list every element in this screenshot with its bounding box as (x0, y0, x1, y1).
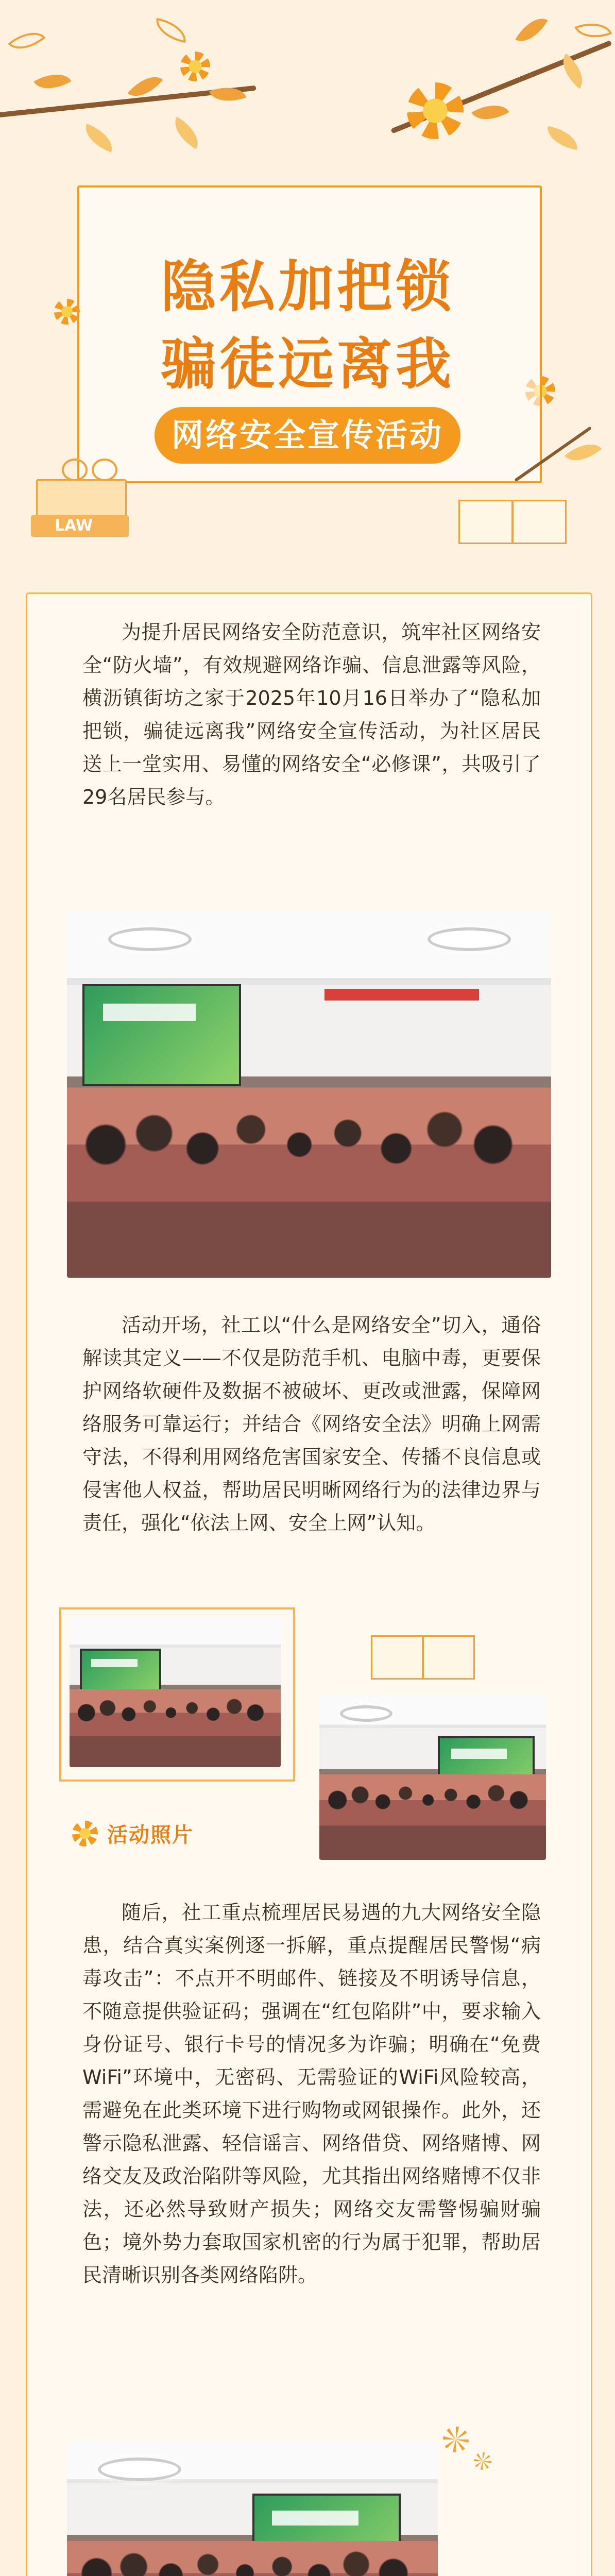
paragraph-risks: 随后，社工重点梳理居民易遇的九大网络安全隐患，结合真实案例逐一拆解，重点提醒居民警惕“病毒攻击”：不点开不明邮件、链接及不明诱导信息，不随意提供验证码；强调在“红包陷阱”中，要求输入身份证号、银行卡号的情况多为诈骗；明确在“免费WiFi”环境中，无密码、无需验证的WiFi风险较高，需避免在此类环境下进行购物或网银操作。此外，还警示隐私泄露、轻信谣言、网络借贷、网络赌博、网络交友及政治陷阱等风险，尤其指出网络赌博不仅非法，还必然导致财产损失；网络交友需警惕骗财骗色；境外势力套取国家机密的行为属于犯罪，帮助居民清晰识别各类网络陷阱。 (82, 1901, 541, 2286)
leaf-icon (515, 11, 548, 48)
header-banner (0, 0, 615, 592)
photo-section-label (72, 1819, 194, 1848)
activity-photo (319, 1695, 546, 1860)
sparkle-icon (443, 2427, 469, 2452)
book-icon (458, 489, 567, 546)
leaf-icon (574, 15, 612, 45)
book-icon (31, 464, 129, 541)
flower-icon (72, 1821, 98, 1846)
leaf-icon (544, 126, 580, 150)
subtitle-badge: 网络安全宣传活动 (155, 407, 460, 464)
sparkle-icon (474, 2452, 491, 2470)
leaf-icon (33, 65, 71, 97)
paragraph-intro: 为提升居民网络安全防范意识，筑牢社区网络安全“防火墙”，有效规避网络诈骗、信息泄露等风险，横沥镇街坊之家于2025年10月16日举办了“隐私加把锁，骗徒远离我”网络安全宣传活动，为社区居民送上一堂实用、易懂的网络安全“必修课”，共吸引了29名居民参与。 (82, 621, 541, 808)
flower-icon (407, 82, 464, 139)
activity-photo (67, 2442, 438, 2576)
book-label: LAW (31, 515, 129, 537)
leaf-icon (471, 96, 509, 128)
activity-photo (67, 912, 551, 1278)
page-title-line1: 隐私加把锁 (160, 255, 454, 319)
leaf-icon (80, 124, 117, 152)
photo-label: 活动照片 (107, 1823, 194, 1847)
leaf-icon (153, 18, 189, 43)
leaf-icon (167, 116, 205, 149)
book-icon (371, 1628, 474, 1685)
leaf-icon (8, 23, 45, 59)
flower-icon (180, 52, 210, 81)
paragraph-opening: 活动开场，社工以“什么是网络安全”切入，通俗解读其定义——不仅是防范手机、电脑中毒，更要保护网络软硬件及数据不被破坏、更改或泄露，保障网络服务可靠运行；并结合《网络安全法》明确上网需守法，不得利用网络危害国家安全、传播不良信息或侵害他人权益，帮助居民明晰网络行为的法律边界与责任，强化“依法上网、安全上网”认知。 (82, 1314, 541, 1534)
page-title-line2: 骗徒远离我 (160, 332, 454, 397)
activity-photo (70, 1618, 281, 1767)
leaf-icon (209, 80, 246, 109)
